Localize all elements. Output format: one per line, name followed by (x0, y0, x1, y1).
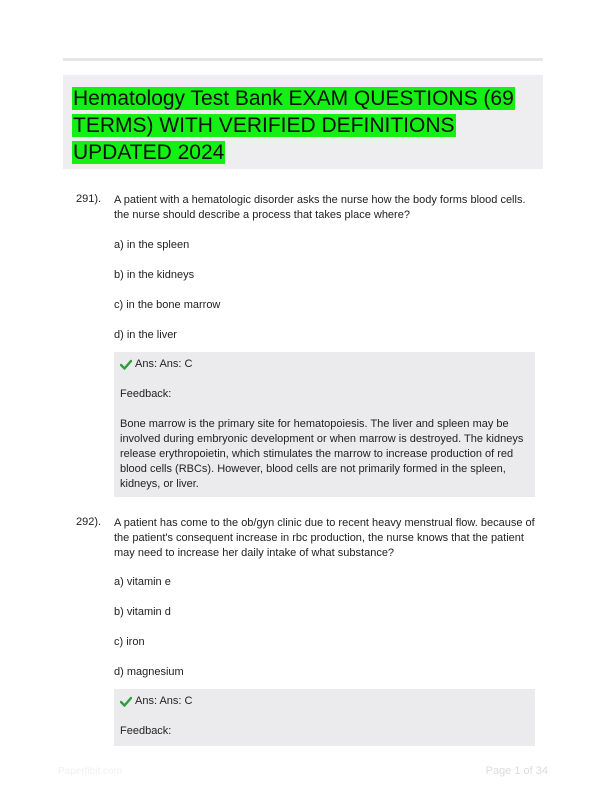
check-icon (120, 696, 132, 707)
document-title: Hematology Test Bank EXAM QUESTIONS (69 TERMS) WITH VERIFIED DEFINITIONS UPDATED 2024 (73, 87, 514, 164)
answer-box (114, 352, 535, 497)
check-icon (120, 359, 132, 370)
question-text: A patient with a hematologic disorder asks the nurse how the body forms blood cells. the nurse should describe a process that takes place where? (114, 194, 526, 221)
footer-watermark: Paperfibit.com (58, 766, 122, 777)
question-number: 292). (76, 516, 102, 528)
answer-box (114, 689, 535, 746)
top-divider (63, 58, 543, 61)
option-c: c) in the bone marrow (114, 299, 221, 311)
answer-text: Ans: Ans: C (135, 358, 193, 370)
option-b: b) in the kidneys (114, 269, 195, 281)
page-number: Page 1 of 34 (485, 765, 548, 777)
option-b: b) vitamin d (114, 606, 171, 618)
option-d: d) magnesium (114, 666, 184, 678)
question-number: 291). (76, 193, 102, 205)
option-a: a) vitamin e (114, 576, 171, 588)
option-d: d) in the liver (114, 329, 177, 341)
feedback-text: Bone marrow is the primary site for hematopoiesis. The liver and spleen may be involved during embryonic development or when marrow is destroyed. The kidneys release erythropoietin, which stimulates the marrow to increase production of red blood cells (RBCs). However, blood cells are not primarily formed in the spleen, kidneys, or liver. (120, 418, 524, 490)
feedback-label: Feedback: (120, 388, 172, 400)
option-c: c) iron (114, 636, 145, 648)
feedback-label: Feedback: (120, 725, 172, 737)
answer-text: Ans: Ans: C (135, 695, 193, 707)
question-text: A patient has come to the ob/gyn clinic due to recent heavy menstrual flow. because of the patient's consequent increase in rbc production, the nurse knows that the patient may need to increase her daily intake of what substance? (114, 517, 535, 559)
title-banner (63, 75, 543, 169)
option-a: a) in the spleen (114, 239, 190, 251)
